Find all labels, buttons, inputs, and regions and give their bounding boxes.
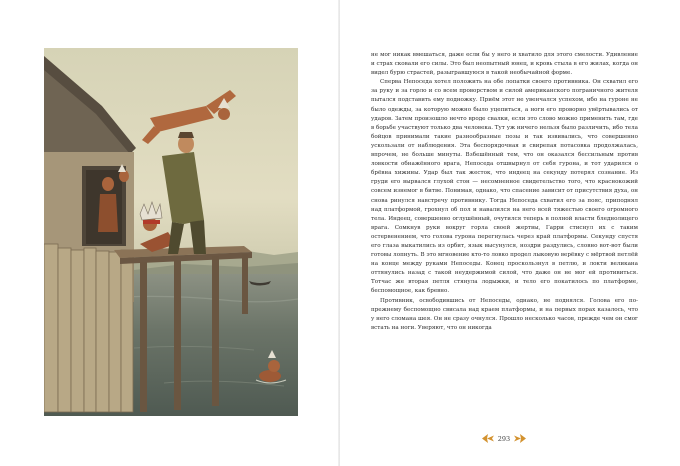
feather-ornament-icon	[482, 434, 494, 443]
paragraph-1: не мог никак вмешаться, даже если бы у него и хватило для этого смелости. Удивление и страх сковали его силы. Это был неопытный юнец, и кровь стыла в его жилах, когда он видел бурю страстей, разыгравшуюся в такой необычайной форме.	[371, 52, 638, 77]
text-block	[371, 51, 638, 419]
feather-ornament-icon	[514, 434, 526, 443]
illustration-fight-on-platform	[44, 48, 298, 416]
folio	[482, 432, 526, 446]
paragraph-3: Противник, освободившись от Непоседы, однако, не поднялся. Голова его по-прежнему беспомощно свисала над краем платформы, и на первых порах казалось, что у него сломана шея. Он не сразу очнулся. Прошло несколько часов, прежде чем он смог встать на ноги. Уверяют, что он никогда	[371, 297, 638, 331]
page-number: 293	[497, 435, 511, 443]
paragraph-2: Сперва Непоседа хотел положить на обе лопатки своего противника. Он схватил его за руку и за горло и со всем проворством и силой американского пограничного жителя пытался подставить ему подножку. Приём этот не увенчался успехом, ибо на гуроне не было одежды, за которую можно было уцепиться, а ноги его проворно увёртывались от ударов. Затем произошло нечто вроде свалки, если это слово можно применить там, где в борьбе участвуют только два человека. Тут уж ничего нельзя было различить, ибо тела бойцов принимали такие разнообразные позы и так извивались, что совершенно ускользали от наблюдения. Эта беспорядочная и свирепая потасовка продолжалась, впрочем, не больше минуты. Взбешённый тем, что он оказался бессильным против ловкости обнажённого врага, Непоседа отшвырнул от себя гурона, и тот ударился о брёвна хижины. Удар был так жесток, что индеец на секунду потерял сознание. Из груди его вырвался глухой стон — несомненное свидетельство того, что краснокожий совсем изнемог в битве. Понимая, однако, что спасение зависит от присутствия духа, он снова ринулся навстречу противнику. Тогда Непоседа схватил его за пояс, приподнял над платформой, грохнул об пол и навалился на него всей тяжестью своего огромного тела. Индеец, совершенно оглушённый, очутился теперь в полной власти бледнолицего врага. Сомкнув руки вокруг горла своей жертвы, Гарри стиснул их с таким остервенением, что голова гурона перегнулась через край платформы. Секунду спустя его глаза выкатились из орбит, язык высунулся, ноздри раздулись, словно вот-вот были готовы лопнуть. В это мгновение кто-то ловко продел лыковую верёвку с мёртвой петлёй на конце между руками Непоседы. Конец проскользнул в петлю, и локти великана оттянулись назад с такой неудержимой силой, что даже он не мог ей противиться. Тотчас же вторая петля стянула лодыжки, и тело его покатилось по платформе, беспомощное, как бревно.	[371, 79, 638, 295]
